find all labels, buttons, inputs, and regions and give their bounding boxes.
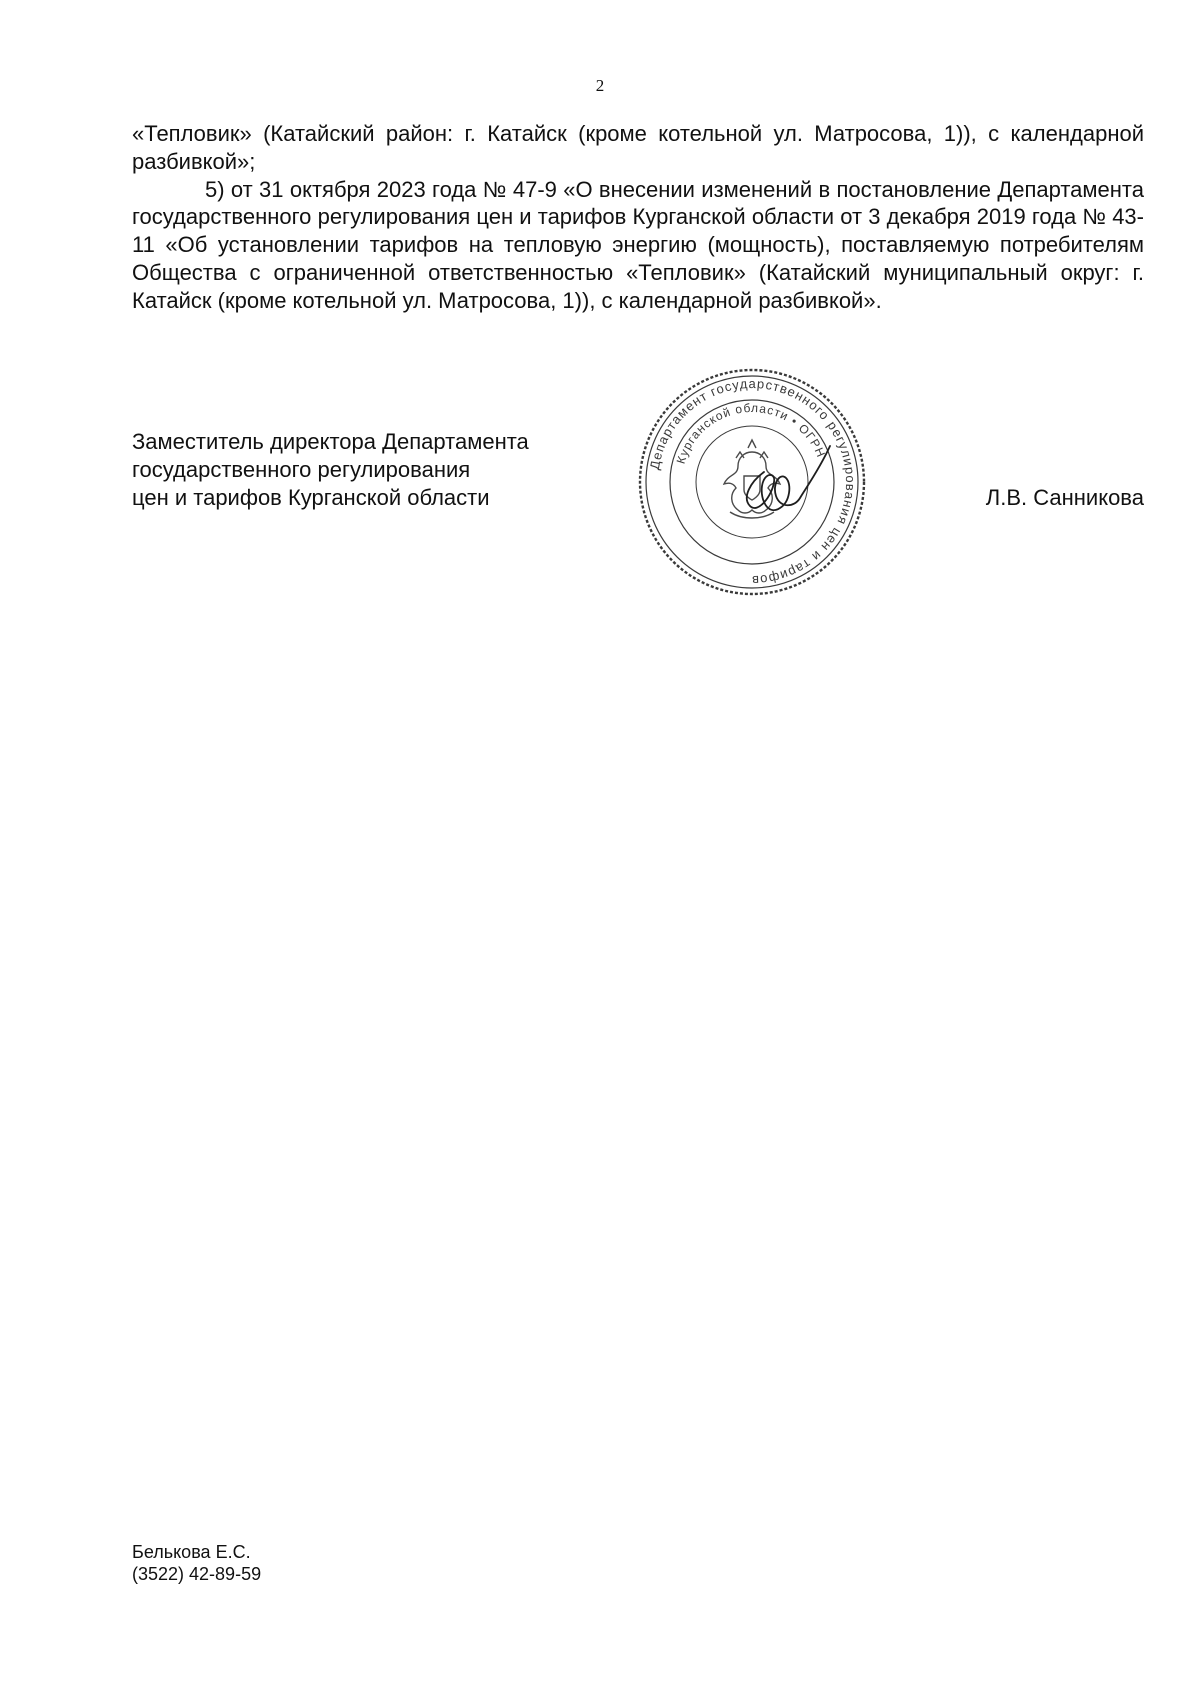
- executor-name: Белькова Е.С.: [132, 1542, 251, 1562]
- coat-of-arms-icon: [724, 440, 780, 518]
- signatory-name: Л.В. Санникова: [985, 485, 1144, 510]
- page-number: 2: [595, 76, 605, 95]
- executor-phone: (3522) 42-89-59: [132, 1564, 262, 1584]
- official-seal: [632, 362, 872, 602]
- body-text: [132, 120, 1144, 315]
- svg-text:Курганской области • ОГРН: [674, 401, 829, 466]
- position-line: государственного регулирования: [132, 456, 471, 482]
- seal-inner-text: Курганской области • ОГРН: [673, 400, 829, 466]
- position-line: цен и тарифов Курганской области: [132, 484, 490, 510]
- paragraph-item-5: 5) от 31 октября 2023 года № 47-9 «О внесении изменений в постановление Департамента государственного регулирования цен и тарифов Курганской области от 3 декабря 2019 года № 43-11 «Об установлении тарифов на тепловую энергию (мощность), поставляемую потребителям Общества с ограниченной ответственностью «Тепловик» (Катайский муниципальный округ: г. Катайск (кроме котельной ул. Матросова, 1)), с календарной разбивкой».: [132, 176, 1144, 313]
- paragraph-continuation: «Тепловик» (Катайский район: г. Катайск (кроме котельной ул. Матросова, 1)), с календарной разбивкой»;: [132, 121, 1144, 174]
- executor-contact: [132, 1541, 261, 1585]
- position-line: Заместитель директора Департамента: [132, 429, 529, 454]
- signatory-position: [132, 428, 632, 511]
- seal-outer-text: Департамент государственного регулирования цен и тарифов: [646, 375, 859, 589]
